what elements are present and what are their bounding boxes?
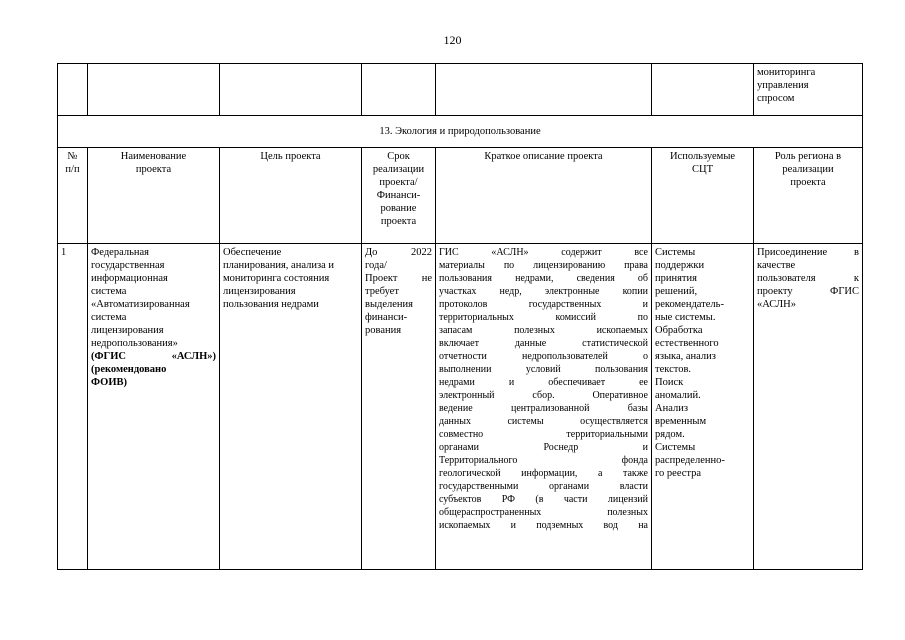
text-line: Срок xyxy=(387,151,410,162)
text-line: Обеспечение xyxy=(223,247,282,258)
header-row xyxy=(58,148,863,244)
row-term xyxy=(362,244,436,570)
header-description: Краткое описание проекта xyxy=(436,148,652,244)
text-line: общераспространенных полезных xyxy=(439,507,648,518)
section-row xyxy=(58,116,863,148)
text-line: Обработка xyxy=(655,325,703,336)
text-line: совместно территориальными xyxy=(439,429,648,440)
text-line: данных системы осуществляется xyxy=(439,416,648,427)
text-line: Поиск xyxy=(655,377,684,388)
text-line: решений, xyxy=(655,286,698,297)
text-line: До 2022 xyxy=(365,247,432,258)
projects-table xyxy=(57,63,863,570)
row-description xyxy=(436,244,652,570)
text-line: мониторинга xyxy=(757,67,816,78)
text-line: рядом. xyxy=(655,429,685,440)
text-line: (рекомендовано xyxy=(91,364,167,375)
text-line: требует xyxy=(365,286,399,297)
row-name xyxy=(88,244,220,570)
text-line: Системы xyxy=(655,442,696,453)
carry-role-cell xyxy=(754,64,863,116)
header-goal: Цель проекта xyxy=(220,148,362,244)
text-line: го реестра xyxy=(655,468,702,479)
text-line: Наименование xyxy=(120,151,187,162)
text-line: недропользования» xyxy=(91,338,178,349)
text-line: Проект не xyxy=(365,273,432,284)
text-line: распределенно- xyxy=(655,455,725,466)
text-line: ные системы. xyxy=(655,312,716,323)
text-line: лицензирования xyxy=(91,325,164,336)
text-line: ведение централизованной базы xyxy=(439,403,648,414)
section-title: 13. Экология и природопользование xyxy=(58,116,863,148)
text-line: недрами и обеспечивает ее xyxy=(439,377,648,388)
text-line: текстов. xyxy=(655,364,692,375)
text-line: выполнении условий пользования xyxy=(439,364,648,375)
text-line: Присоединение в xyxy=(757,247,859,258)
text-line: система xyxy=(91,312,127,323)
text-line: «Автоматизированная xyxy=(91,299,190,310)
text-line: поддержки xyxy=(655,260,705,271)
text-line: лицензирования xyxy=(223,286,296,297)
header-role xyxy=(754,148,863,244)
text-line: система xyxy=(91,286,127,297)
header-term xyxy=(362,148,436,244)
text-line: рекомендатель- xyxy=(655,299,724,310)
text-line: выделения xyxy=(365,299,413,310)
text-line: отчетности недропользователей о xyxy=(439,351,648,362)
text-line: материалы по лицензированию права xyxy=(439,260,648,271)
text-line: государственная xyxy=(91,260,165,271)
text-line: года/ xyxy=(365,260,387,271)
text-line: органами Роснедр и xyxy=(439,442,648,453)
text-line: рование xyxy=(380,203,417,214)
text-line: аномалий. xyxy=(655,390,701,401)
text-line: территориальных комиссий по xyxy=(439,312,648,323)
text-line: Анализ xyxy=(655,403,688,414)
carry-over-row xyxy=(58,64,863,116)
text-line: протоколов государственных и xyxy=(439,299,648,310)
text-line: ископаемых и подземных вод на xyxy=(439,520,648,531)
text-line: планирования, анализа и xyxy=(223,260,334,271)
text-line: пользования недрами xyxy=(223,299,319,310)
text-line: геологической информации, а также xyxy=(439,468,648,479)
header-num xyxy=(58,148,88,244)
text-line: информационная xyxy=(91,273,168,284)
text-line: проекта xyxy=(380,216,417,227)
text-line: п/п xyxy=(65,164,80,175)
text-line: Финанси- xyxy=(376,190,421,201)
text-line: принятия xyxy=(655,273,697,284)
text-line: реализации xyxy=(372,164,425,175)
row-goal xyxy=(220,244,362,570)
text-line: пользователя к xyxy=(757,273,859,284)
text-line: Используемые xyxy=(669,151,736,162)
text-line: (ФГИС «АСЛН») xyxy=(91,351,216,362)
text-line: Системы xyxy=(655,247,696,258)
header-name xyxy=(88,148,220,244)
text-line: ГИС «АСЛН» содержит все xyxy=(439,247,648,258)
text-line: временным xyxy=(655,416,707,427)
text-line: СЦТ xyxy=(692,164,713,175)
text-line: включает данные статистической xyxy=(439,338,648,349)
text-line: ФОИВ) xyxy=(91,377,127,388)
text-line: качестве xyxy=(757,260,796,271)
text-line: мониторинга состояния xyxy=(223,273,330,284)
text-line: «АСЛН» xyxy=(757,299,797,310)
text-line: пользования недрами, сведения об xyxy=(439,273,648,284)
page-number: 120 xyxy=(443,33,462,47)
table-row xyxy=(58,244,863,570)
text-line: электронный сбор. Оперативное xyxy=(439,390,648,401)
header-tech xyxy=(652,148,754,244)
row-num: 1 xyxy=(58,244,88,570)
text-line: управления xyxy=(757,80,809,91)
text-line: проекту ФГИС xyxy=(757,286,859,297)
text-line: спросом xyxy=(757,93,795,104)
row-role xyxy=(754,244,863,570)
text-line: участках недр, электронные копии xyxy=(439,286,648,297)
text-line: проекта xyxy=(135,164,172,175)
text-line: Федеральная xyxy=(91,247,149,258)
text-line: проекта xyxy=(790,177,826,188)
text-line: запасам полезных ископаемых xyxy=(439,325,648,336)
text-line: финанси- xyxy=(365,312,408,323)
text-line: государственными органами власти xyxy=(439,481,648,492)
row-tech xyxy=(652,244,754,570)
text-line: рования xyxy=(365,325,402,336)
text-line: языка, анализ xyxy=(655,351,716,362)
text-line: субъектов РФ (в части лицензий xyxy=(439,494,648,505)
text-line: Роль региона в xyxy=(774,151,842,162)
text-line: № xyxy=(67,151,78,162)
text-line: Территориального фонда xyxy=(439,455,648,466)
text-line: реализации xyxy=(782,164,834,175)
text-line: естественного xyxy=(655,338,719,349)
text-line: проекта/ xyxy=(379,177,418,188)
